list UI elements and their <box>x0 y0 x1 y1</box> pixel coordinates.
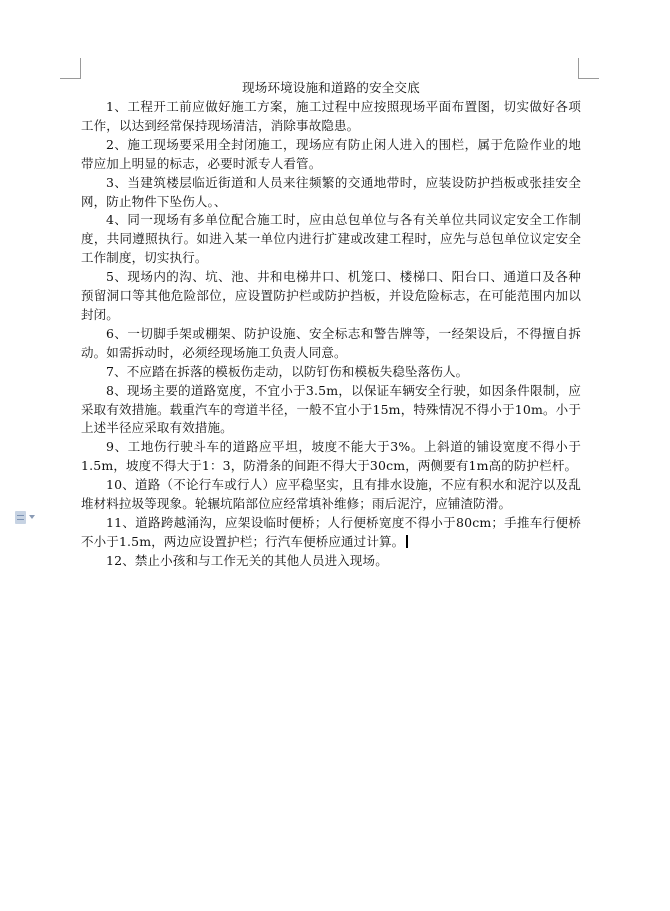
text-cursor <box>406 535 408 548</box>
paragraph-11-text: 11、道路跨越涌沟，应架设临时便桥；人行便桥宽度不得小于80cm；手推车行便桥不小于1.5m，两边应设置护栏；行汽车便桥应通过计算。 <box>81 514 581 549</box>
paragraph-2: 2、施工现场要采用全封闭施工，现场应有防止闲人进入的围栏，属于危险作业的地带应加上明显的标志，必要时派专人看管。 <box>81 136 581 171</box>
paragraph-7: 7、不应踏在拆落的模板伤走动，以防钉伤和模板失稳坠落伤人。 <box>106 363 469 379</box>
document-body[interactable] <box>81 78 581 571</box>
paragraph-1: 1、工程开工前应做好施工方案，施工过程中应按照现场平面布置图，切实做好各项工作，以达到经常保持现场清洁，消除事故隐患。 <box>81 99 581 133</box>
paragraph-5: 5、现场内的沟、坑、池、井和电梯井口、机笼口、楼梯口、阳台口、通道口及各种预留洞口等其他危险部位，应设置防护栏或防护挡板，并设危险标志，在可能范围内加以封闭。 <box>81 269 581 322</box>
paragraph-10: 10、道路（不论行车或行人）应平稳坚实，且有排水设施，不应有积水和泥泞以及乱堆材料拉圾等现象。轮辗坑陷部位应经常填补维修；雨后泥泞，应铺渣防滑。 <box>81 477 581 512</box>
document-title: 现场环境设施和道路的安全交底 <box>242 80 420 95</box>
paragraph-9: 9、工地伤行驶斗车的道路应平坦，坡度不能大于3%。上斜道的铺设宽度不得小于1.5m，坡度不得大于1：3，防滑条的间距不得大于30cm，两侧要有1m高的防护栏杆。 <box>81 439 581 474</box>
paragraph-12: 12、禁止小孩和与工作无关的其他人员进入现场。 <box>106 552 388 568</box>
paragraph-6: 6、一切脚手架或棚架、防护设施、安全标志和警告牌等，一经架设后，不得擅自拆动。如需拆动时，必须经现场施工负责人同意。 <box>81 325 581 360</box>
paragraph-8: 8、现场主要的道路宽度，不宜小于3.5m，以保证车辆安全行驶，如因条件限制，应采取有效措施。载重汽车的弯道半径，一般不宜小于15m，特殊情况不得小于10m。小于上述半径应采取有效措施。 <box>81 382 581 436</box>
paragraph-3: 3、当建筑楼层临近街道和人员来往频繁的交通地带时，应装设防护挡板或张挂安全网，防止物件下坠伤人。、 <box>81 174 581 209</box>
document-icon <box>15 511 26 524</box>
paragraph-menu-button[interactable] <box>15 509 45 525</box>
margin-corner-top-right <box>578 58 599 79</box>
chevron-down-icon <box>29 515 35 519</box>
margin-corner-top-left <box>60 58 81 79</box>
paragraph-4: 4、同一现场有多单位配合施工时，应由总包单位与各有关单位共同议定安全工作制度，共同遵照执行。如进入某一单位内进行扩建或改建工程时，应先与总包单位议定安全工作制度，切实执行。 <box>81 212 581 266</box>
paragraph-11 <box>81 514 581 552</box>
